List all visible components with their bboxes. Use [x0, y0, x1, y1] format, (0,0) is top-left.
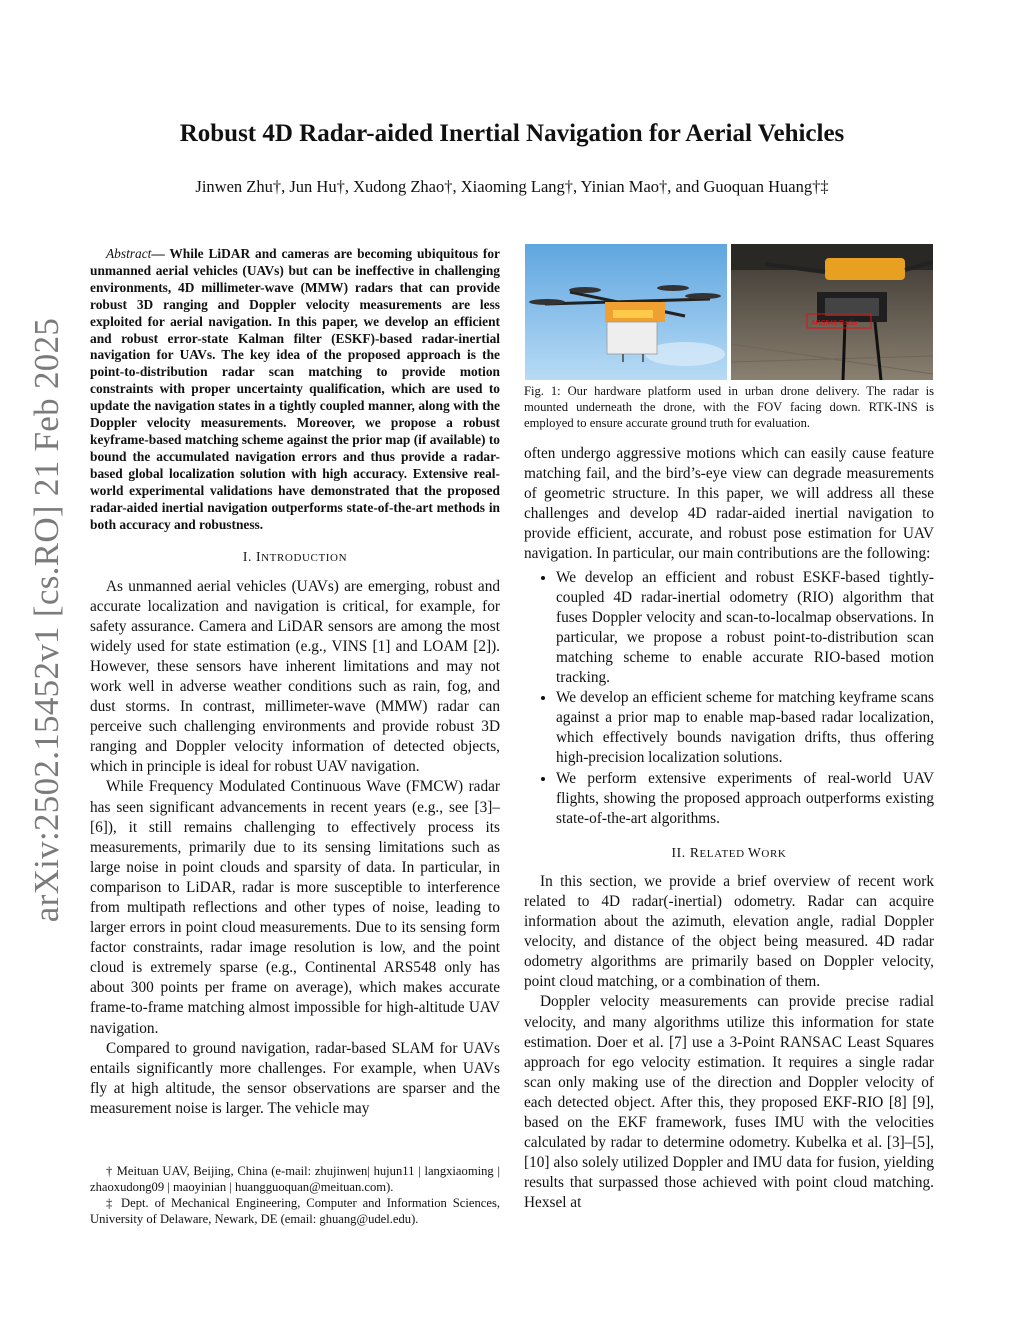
section-heading-related-work: II. RELATED WORK	[671, 844, 787, 860]
radar-callout-label: ARS548 Radar	[811, 320, 859, 327]
right-column	[524, 444, 934, 1213]
right-paragraph-1: often undergo aggressive motions which can easily cause feature matching fail, and the bird’s-eye view can degrade measurements of geometric structure. In this paper, we will address all these challenges and develop 4D radar-aided inertial navigation to provide efficient, accurate, and robust pose estimation for UAV navigation. In particular, our main contributions are the following:	[524, 445, 934, 563]
drone-underside-photo	[731, 244, 933, 380]
related-paragraph-1: In this section, we provide a brief overview of recent work related to 4D radar(-inertial) odometry. Radar can acquire information about the azimuth, elevation angle, radial Doppler velocity, and distance of the object being measured. 4D radar odometry algorithms are primarily based on Doppler velocity, point cloud matching, or a combination of them.	[524, 872, 934, 991]
left-column	[90, 246, 500, 1119]
intro-paragraph-1: As unmanned aerial vehicles (UAVs) are emerging, robust and accurate localization and navigation is critical, for example, for safety assurance. Camera and LiDAR sensors are among the most widely used for state estimation (e.g., VINS [1] and LOAM [2]). However, these sensors have inherent limitations and may not work well in adverse weather conditions such as rain, fog, and dust storms. In contrast, millimeter-wave (MMW) radar can perceive such challenging environments and provide robust 3D ranging and Doppler velocity information of detected objects, which in principle is ideal for robust UAV navigation.	[90, 577, 500, 776]
abstract-text: — While LiDAR and cameras are becoming ubiquitous for unmanned aerial vehicles (UAVs) but can be ineffective in challenging environments, 4D millimeter-wave (MMW) radars that can provide robust 3D ranging and Doppler velocity measurements are less exploited for aerial navigation. In this paper, we develop an efficient and robust error-state Kalman filter (ESKF)-based radar-inertial navigation for UAVs. The key idea of the proposed approach is the point-to-distribution radar scan matching to provide motion constraints with proper uncertainty qualification, which are used to update the navigation states in a tightly coupled manner, along with the Doppler velocity measurements. Moreover, we propose a robust keyframe-based matching scheme against the prior map (if available) to bound the accumulated navigation errors and thus provide a radar-based global localization solution with high accuracy. Extensive real-world experimental validations have demonstrated that the proposed radar-aided inertial navigation outperforms state-of-the-art methods in both accuracy and robustness.	[90, 246, 500, 532]
list-item: • We develop an efficient and robust ESKF-based tightly-coupled 4D radar-inertial odometry (RIO) algorithm that fuses Doppler velocity and scan-to-localmap observations. In particular, we propose a robust point-to-distribution scan matching scheme to enable accurate RIO-based motion tracking.	[556, 568, 934, 689]
contribution-list	[524, 568, 934, 829]
footnote-affiliation-1: † Meituan UAV, Beijing, China (e-mail: zhujinwen| hujun11 | langxiaoming | zhaoxudong09 | maoyinian | huangguoquan@meituan.com).	[90, 1164, 500, 1194]
paper-title: Robust 4D Radar-aided Inertial Navigation for Aerial Vehicles	[179, 120, 845, 147]
section-heading-introduction: I. INTRODUCTION	[242, 549, 348, 565]
footnote-affiliation-2: ‡ Dept. of Mechanical Engineering, Computer and Information Sciences, University of Delaware, Newark, DE (email: ghuang@udel.edu).	[90, 1196, 500, 1226]
figure-hardware-platform	[525, 244, 933, 380]
list-item: • We perform extensive experiments of real-world UAV flights, showing the proposed approach outperforms existing state-of-the-art algorithms.	[556, 769, 934, 829]
author-list: Jinwen Zhu†, Jun Hu†, Xudong Zhao†, Xiaoming Lang†, Yinian Mao†, and Guoquan Huang†‡	[195, 177, 829, 196]
intro-paragraph-3: Compared to ground navigation, radar-based SLAM for UAVs entails significantly more challenges. For example, when UAVs fly at high altitude, the sensor observations are sparser and the measurement noise is larger. The vehicle may	[90, 1039, 500, 1117]
footnotes	[90, 1163, 500, 1227]
abstract-label: Abstract	[106, 246, 152, 261]
drone-flight-photo	[525, 244, 727, 380]
list-item: • We develop an efficient scheme for matching keyframe scans against a prior map to enable map-based radar localization, which effectively bounds navigation drifts, thus offering high-precision localization solutions.	[556, 688, 934, 768]
figure-caption: Fig. 1: Our hardware platform used in urban drone delivery. The radar is mounted underneath the drone, with the FOV facing down. RTK-INS is employed to ensure accurate ground truth for evaluation.	[524, 384, 934, 430]
abstract	[90, 246, 500, 533]
arxiv-id: arXiv:2502.15452v1 [cs.RO] 21 Feb 2025	[27, 317, 66, 923]
intro-paragraph-2: While Frequency Modulated Continuous Wave (FMCW) radar has seen significant advancements in recent years (e.g., see [3]–[6]), it still remains challenging to effectively process its measurements, primarily due to its sensing limitations such as large noise in point clouds and sparsity of data. In particular, in comparison to LiDAR, radar is more susceptible to interference from multipath reflections and other types of noise, leading to larger errors in point cloud measurements. Due to its sensing form factor constraints, radar image resolution is low, and the point cloud is extremely sparse (e.g., Continental ARS548 only has about 300 points per frame on average), which makes accurate frame-to-frame matching almost impossible for high-altitude UAV navigation.	[90, 778, 500, 1037]
related-paragraph-2: Doppler velocity measurements can provide precise radial velocity, and many algorithms utilize this information for state estimation. Doer et al. [7] use a 3-Point RANSAC Least Squares approach for ego velocity estimation. It requires a single radar scan only making use of the direction and Doppler velocity of each detected object. After this, they proposed EKF-RIO [8] [9], based on the EKF framework, fuses IMU with the velocities calculated by radar to determine odometry. Kubelka et al. [3]–[5], [10] also solely utilized Doppler and IMU data for fusion, yielding results that surpassed those achieved with point cloud matching. Hexsel at	[524, 993, 934, 1212]
arxiv-stamp	[27, 290, 66, 950]
